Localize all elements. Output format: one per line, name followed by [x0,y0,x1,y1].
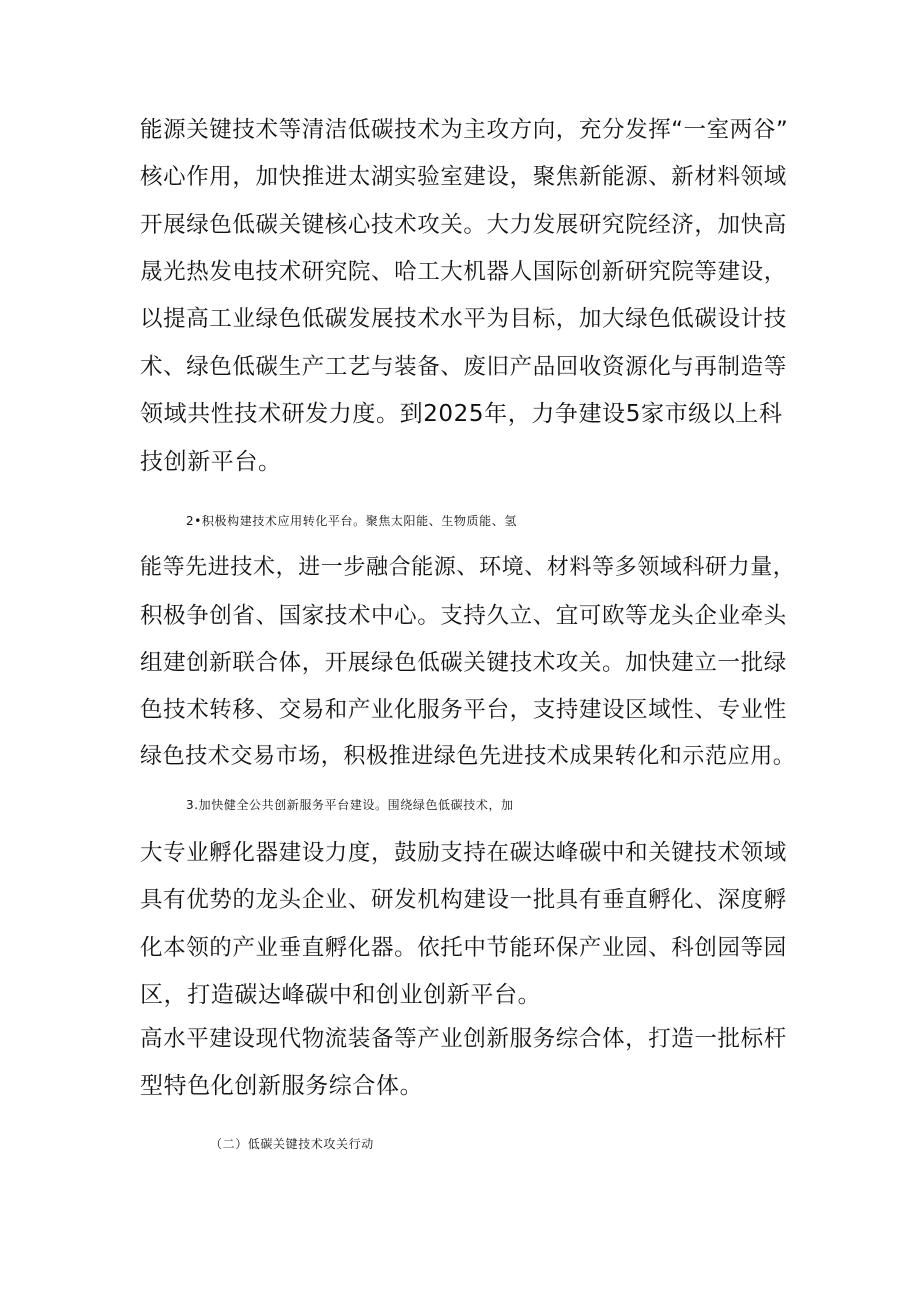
text-line: 积极争创省、国家技术中心。支持久立、宜可欧等龙头企业牵头 [140,603,787,629]
text-line: 术、绿色低碳生产工艺与装备、废旧产品回收资源化与再制造等 [140,354,787,380]
text-line: 晟光热发电技术研究院、哈工大机器人国际创新研究院等建设， [140,259,787,285]
text-line: 领域共性技术研发力度。到2025年，力争建设5家市级以上科 [140,401,783,427]
text-line: 核心作用，加快推进太湖实验室建设，聚焦新能源、新材料领域 [140,164,787,190]
text-line: 化本领的产业垂直孵化器。依托中节能环保产业园、科创园等园 [140,935,787,961]
text-line: 高水平建设现代物流装备等产业创新服务综合体，打造一批标杆 [140,1026,787,1052]
text-line: 能源关键技术等清洁低碳技术为主攻方向，充分发挥“一室两谷” [140,117,789,143]
text-line: 能等先进技术，进一步融合能源、环境、材料等多领域科研力量， [140,555,796,580]
text-line: 组建创新联合体，开展绿色低碳关键技术攻关。加快建立一批绿 [140,650,787,676]
text-line: 型特色化创新服务综合体。 [140,1073,424,1099]
section-heading: （二）低碳关键技术攻关行动 [210,1137,374,1151]
text-line: 具有优势的龙头企业、研发机构建设一批具有垂直孵化、深度孵 [140,887,787,913]
text-line: 技创新平台。 [140,449,282,475]
text-line: 以提高工业绿色低碳发展技术水平为目标，加大绿色低碳设计技 [140,306,787,332]
text-line: 大专业孵化器建设力度，鼓励支持在碳达峰碳中和关键技术领域 [140,840,787,866]
paragraph-3-start: 3.加快健全公共创新服务平台建设。围绕绿色低碳技术，加 [186,798,514,812]
text-line: 区，打造碳达峰碳中和创业创新平台。 [140,982,542,1008]
text-line: 色技术转移、交易和产业化服务平台，支持建设区域性、专业性 [140,697,787,723]
paragraph-2-start: 2•积极构建技术应用转化平台。聚焦太阳能、生物质能、氢 [186,514,517,528]
text-line: 绿色技术交易市场，积极推进绿色先进技术成果转化和示范应用。 [140,744,796,769]
text-line: 开展绿色低碳关键核心技术攻关。大力发展研究院经济，加快高 [140,212,787,238]
